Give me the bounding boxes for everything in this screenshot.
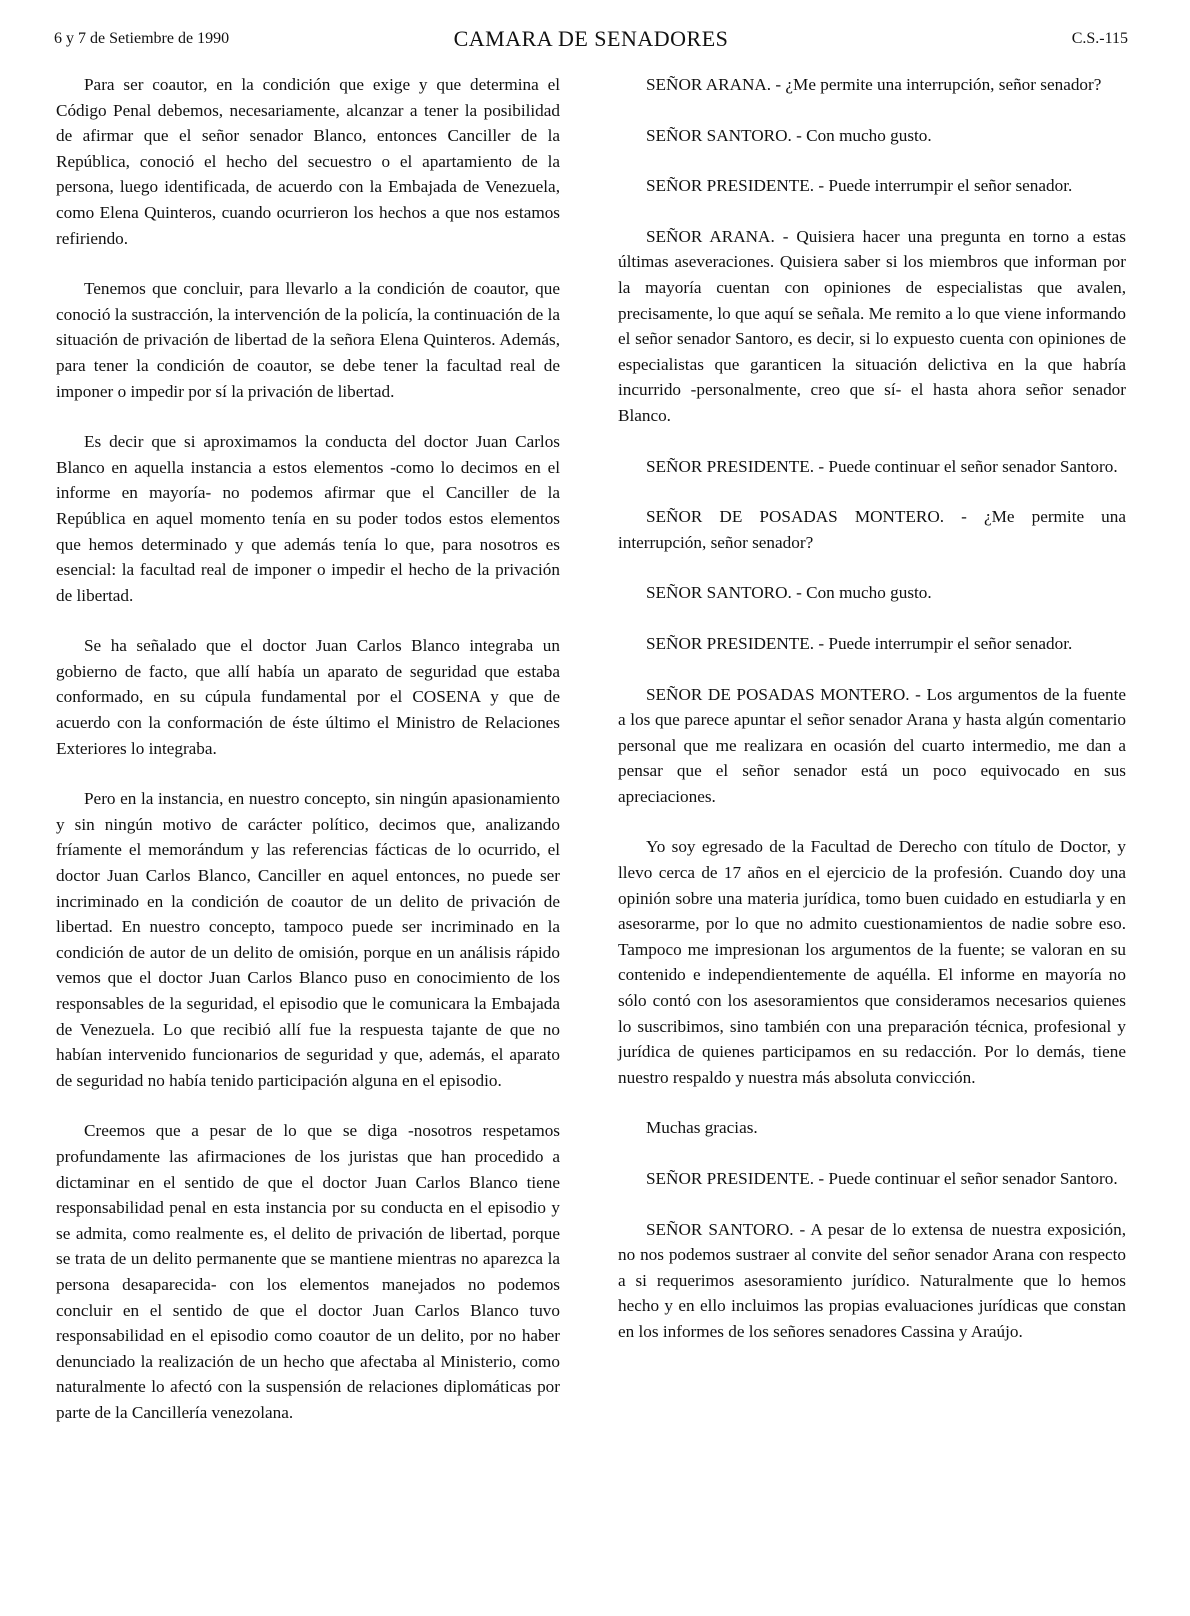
left-column: [56, 72, 560, 1451]
speech-paragraph: SEÑOR SANTORO. - A pesar de lo extensa de nuestra exposición, no nos podemos sustraer al convite del señor senador Arana con respecto a si requerimos asesoramiento jurídico. Naturalmente que lo hemos hecho y en ello incluimos las propias evaluaciones jurídicas que constan en los informes de los señores senadores Cassina y Araújo.: [618, 1219, 1126, 1341]
paragraph: Yo soy egresado de la Facultad de Derecho con título de Doctor, y llevo cerca de 17 años en el ejercicio de la profesión. Cuando doy una opinión sobre una materia jurídica, tomo buen cuidado en estudiarla y en asesorarme, por lo que no admito cuestionamientos de nadie sobre eso. Tampoco me impresionan los argumentos de la fuente; se valoran en su contenido e independientemente de aquélla. El informe en mayoría no sólo contó con los asesoramientos que consideramos necesarios quienes lo suscribimos, sino también con una preparación técnica, profesional y jurídica de quienes participamos en su redacción. Por lo demás, tiene nuestro respaldo y nuestra más absoluta convicción.: [618, 837, 1126, 1087]
paragraph: Tenemos que concluir, para llevarlo a la condición de coautor, que conoció la sustracción, la intervención de la policía, la continuación de la situación de privación de libertad de la señora Elena Quinteros. Además, para tener la condición de coautor, se debe tener la facultad real de imponer o impedir por sí la privación de libertad.: [56, 279, 560, 401]
speech-paragraph: SEÑOR ARANA. - Quisiera hacer una pregunta en torno a estas últimas aseveraciones. Quisiera saber si los miembros que informan por la mayoría cuentan con opiniones de especialistas que avalen, precisamente, lo que aquí se señala. Me remito a lo que viene informando el señor senador Santoro, es decir, si lo expuesto cuenta con opiniones de especialistas que garanticen la situación delictiva en la que habría incurrido -personalmente, creo que sí- el hasta ahora señor senador Blanco.: [618, 226, 1126, 425]
speech-paragraph: SEÑOR PRESIDENTE. - Puede continuar el señor senador Santoro.: [646, 456, 1118, 476]
speech-paragraph: SEÑOR SANTORO. - Con mucho gusto.: [646, 583, 932, 603]
speech-paragraph: SEÑOR PRESIDENTE. - Puede interrumpir el señor senador.: [646, 633, 1073, 653]
session-date: 6 y 7 de Setiembre de 1990: [54, 30, 230, 47]
right-column: [618, 72, 1126, 1370]
paragraph: Creemos que a pesar de lo que se diga -nosotros respetamos profundamente las afirmaciones de los juristas que han procedido a dictaminar en el sentido de que el doctor Juan Carlos Blanco tiene responsabilidad penal en esta instancia por su conducta en el episodio y se admita, como realmente es, el delito de privación de libertad, porque se trata de un delito permanente que se mantiene mientras no aparezca la persona desaparecida- con los elementos manejados no podemos concluir en el sentido de que el doctor Juan Carlos Blanco tuvo responsabilidad en el episodio como coautor de un delito, por no haber denunciado la realización de un hecho que afectaba al Ministerio, como naturalmente lo afectó con la suspensión de relaciones diplomáticas por parte de la Cancillería venezolana.: [56, 1121, 560, 1422]
speech-paragraph: SEÑOR ARANA. - ¿Me permite una interrupción, señor senador?: [646, 75, 1102, 94]
page-number: C.S.-115: [1071, 30, 1128, 47]
speech-paragraph: SEÑOR DE POSADAS MONTERO. - ¿Me permite una interrupción, señor senador?: [618, 507, 1126, 552]
paragraph: Muchas gracias.: [646, 1118, 758, 1138]
paragraph: Es decir que si aproximamos la conducta del doctor Juan Carlos Blanco en aquella instancia a estos elementos -como lo decimos en el informe en mayoría- no podemos afirmar que el Canciller de la República en aquel momento tenía en su poder todos estos elementos que hemos determinado y que además tenía lo que, para nosotros es esencial: la facultad real de imponer o impedir el hecho de la privación de libertad.: [56, 432, 560, 605]
paragraph: Para ser coautor, en la condición que exige y que determina el Código Penal debemos, necesariamente, alcanzar a tener la posibilidad de afirmar que el señor senador Blanco, entonces Canciller de la República, conoció el hecho del secuestro o el apartamiento de la persona, luego identificada, de acuerdo con la Embajada de Venezuela, como Elena Quinteros, cuando ocurrieron los hechos a que nos estamos refiriendo.: [56, 75, 560, 248]
speech-paragraph: SEÑOR PRESIDENTE. - Puede continuar el señor senador Santoro.: [646, 1169, 1118, 1188]
speech-paragraph: SEÑOR PRESIDENTE. - Puede interrumpir el señor senador.: [646, 176, 1073, 196]
speech-paragraph: SEÑOR SANTORO. - Con mucho gusto.: [646, 125, 932, 145]
chamber-title: CAMARA DE SENADORES: [453, 26, 729, 51]
speech-paragraph: SEÑOR DE POSADAS MONTERO. - Los argumentos de la fuente a los que parece apuntar el señor senador Arana y hasta algún comentario personal que me realizara en ocasión del cuarto intermedio, me dan a pensar que el señor senador está un poco equivocado en sus apreciaciones.: [618, 684, 1126, 806]
paragraph: Pero en la instancia, en nuestro concepto, sin ningún apasionamiento y sin ningún motivo de carácter político, decimos que, analizando fríamente el memorándum y las referencias fácticas de lo ocurrido, el doctor Juan Carlos Blanco, Canciller en aquel entonces, no puede ser incriminado en la condición de coautor de un delito de privación de libertad. En nuestro concepto, tampoco puede ser incriminado en la condición de autor de un delito de omisión, porque en un análisis rápido vemos que el doctor Juan Carlos Blanco puso en conocimiento de los responsables de la seguridad, el episodio que le comunicara la Embajada de Venezuela. Lo que recibió allí fue la respuesta tajante de que no habían intervenido funcionarios de seguridad y que, además, el aparato de seguridad no había tenido participación alguna en el episodio.: [56, 789, 560, 1090]
page-header: [54, 26, 1128, 56]
paragraph: Se ha señalado que el doctor Juan Carlos Blanco integraba un gobierno de facto, que allí había un aparato de seguridad que estaba conformado, en su cúpula fundamental por el COSENA y que de acuerdo con la conformación de éste último el Ministro de Relaciones Exteriores lo integraba.: [56, 636, 560, 758]
